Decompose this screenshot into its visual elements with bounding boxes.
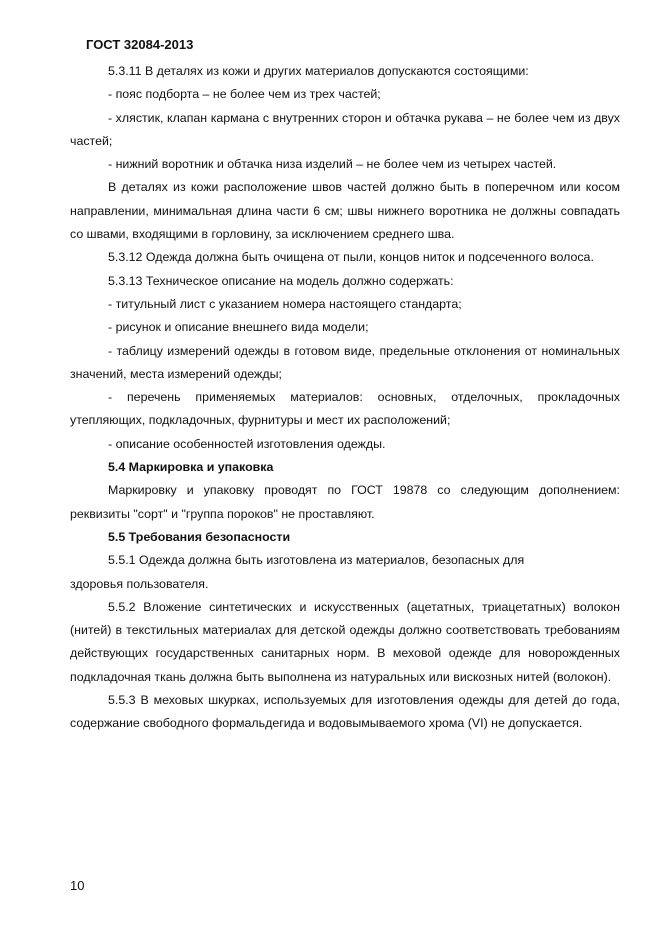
list-item: - рисунок и описание внешнего вида модели; <box>108 320 369 335</box>
clause-5-5-1-line2: здоровья пользователя. <box>70 576 209 591</box>
list-item: - хлястик, клапан кармана с внутренних сторон и обтачка рукава – не более чем из двух частей; <box>70 110 620 148</box>
clause-5-3-12: 5.3.12 Одежда должна быть очищена от пыли, концов ниток и подсеченного волоса. <box>108 250 594 265</box>
section-heading-5-4: 5.4 Маркировка и упаковка <box>108 460 274 475</box>
document-code: ГОСТ 32084-2013 <box>86 37 194 52</box>
paragraph-leather-seams: В деталях из кожи расположение швов частей должно быть в поперечном или косом направлении, минимальная длина части 6 см; швы нижнего воротника не должны совпадать со швами, входящими в горловину, за исключением среднего шва. <box>70 180 620 242</box>
list-item: - таблицу измерений одежды в готовом виде, предельные отклонения от номинальных значений, места измерений одежды; <box>70 343 620 381</box>
clause-5-5-1-line1: 5.5.1 Одежда должна быть изготовлена из материалов, безопасных для <box>108 553 525 568</box>
clause-5-3-13: 5.3.13 Техническое описание на модель должно содержать: <box>108 273 454 288</box>
page-number: 10 <box>70 878 85 893</box>
clause-5-5-2: 5.5.2 Вложение синтетических и искусственных (ацетатных, триацетатных) волокон (нитей) в текстильных материалах для детской одежды должно соответствовать требованиям действующих государственных санитарных норм. В меховой одежде для новорожденных подкладочная ткань должна быть выполнена из натуральных или вискозных нитей (волокон). <box>70 599 620 684</box>
clause-5-5-3: 5.5.3 В меховых шкурках, используемых для изготовления одежды для детей до года, содержание свободного формальдегида и водовымываемого хрома (VI) не допускается. <box>70 693 620 731</box>
clause-5-3-11: 5.3.11 В деталях из кожи и других материалов допускаются состоящими: <box>108 64 529 78</box>
list-item: - нижний воротник и обтачка низа изделий – не более чем из четырех частей. <box>108 157 557 172</box>
list-item: - описание особенностей изготовления одежды. <box>108 436 386 451</box>
paragraph-marking: Маркировку и упаковку проводят по ГОСТ 19878 со следующим дополнением: реквизиты "сорт" и "группа пороков" не проставляют. <box>70 483 620 521</box>
list-item: - пояс подборта – не более чем из трех частей; <box>108 87 381 102</box>
list-item: - перечень применяемых материалов: основных, отделочных, прокладочных утепляющих, подкладочных, фурнитуры и мест их расположений; <box>70 390 620 428</box>
section-heading-5-5: 5.5 Требования безопасности <box>108 529 291 544</box>
document-body <box>70 60 620 736</box>
list-item: - титульный лист с указанием номера настоящего стандарта; <box>108 296 462 311</box>
